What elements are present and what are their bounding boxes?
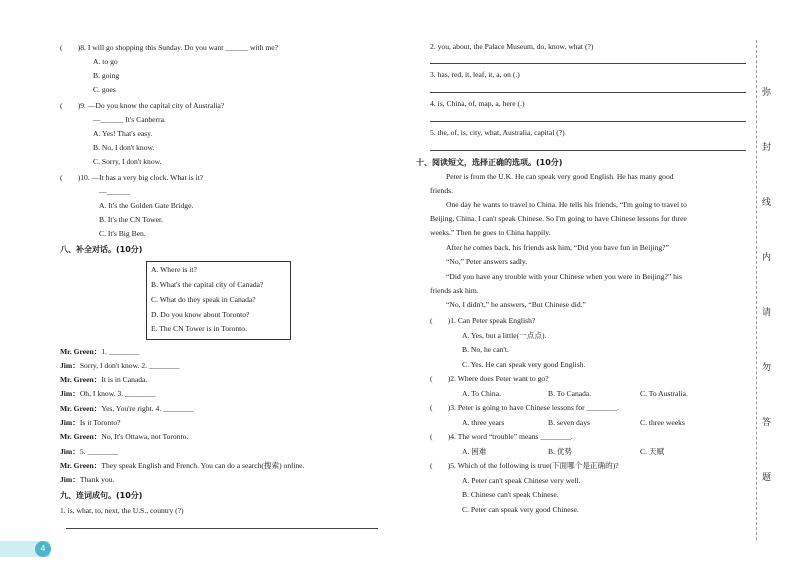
passage-line: “No, I didn't,” he answers, “But Chinese did.” (446, 300, 586, 309)
q10-line2: —______ (99, 187, 130, 196)
q8-option-b: B. going (93, 71, 120, 80)
section-10-heading: 十、阅读短文，选择正确的选项。(10分) (416, 158, 563, 167)
dialog-line-4 (60, 389, 155, 399)
q10-option-a: A. It's the Golden Gate Bridge. (99, 201, 194, 210)
dialog-line-6 (60, 418, 121, 428)
dialog-line-1 (60, 347, 139, 357)
q8-stem: ( )8. I will go shopping this Sunday. Do you want ______ with me? (60, 43, 279, 52)
dialog-speaker: Mr. Green： (60, 461, 102, 470)
rq2-option-a: A. To China. (462, 389, 501, 398)
dialog-line-2 (60, 361, 179, 371)
passage-line: Beijing, China. I can't speak Chinese. So I'm going to have Chinese lessons for three (430, 214, 687, 223)
dialog-line-10 (60, 475, 114, 485)
passage-line: friends ask him. (430, 286, 479, 295)
rq5-option-b: B. Chinese can't speak Chinese. (462, 490, 559, 499)
answer-line-2[interactable] (430, 63, 746, 64)
q9-option-c: C. Sorry, I don't know. (93, 157, 162, 166)
passage-line: friends. (430, 186, 453, 195)
seal-char: 请 (762, 308, 772, 318)
dialog-speaker: Jim： (60, 389, 80, 398)
rq1-option-b: B. No, he can't. (462, 345, 509, 354)
sentence-2-prompt: 2. you, about, the Palace Museum, do, know, what (?) (430, 42, 594, 51)
q9-option-b: B. No, I don't know. (93, 143, 155, 152)
box-option-c: C. What do they speak in Canada? (151, 295, 256, 304)
dialog-line-3 (60, 375, 147, 385)
seal-char: 答 (762, 418, 772, 428)
q9-line2: —______ It's Canberra. (93, 115, 166, 124)
passage-line: Peter is from the U.K. He can speak very good English. He has many good (446, 172, 674, 181)
rq4-option-c: C. 天赋 (640, 447, 665, 456)
dialog-speaker: Jim： (60, 361, 80, 370)
q9-stem: ( )9. —Do you know the capital city of Australia? (60, 101, 225, 110)
sentence-3-prompt: 3. has, red, it, leaf, it, a, on (.) (430, 70, 520, 79)
seal-char: 内 (762, 253, 772, 263)
q10-option-c: C. It's Big Ben. (99, 229, 146, 238)
seal-char: 线 (762, 198, 772, 208)
rq1-stem: ( )1. Can Peter speak English? (430, 316, 536, 325)
passage-line: “Did you have any trouble with your Chinese when you were in Beijing?” his (446, 272, 682, 281)
passage-line: “No,” Peter answers sadly. (446, 257, 528, 266)
q8-option-c: C. goes (93, 85, 116, 94)
sentence-4-prompt: 4. is, China, of, map, a, here (.) (430, 99, 525, 108)
dialog-text: 1. ________ (101, 347, 140, 356)
q10-stem: ( )10. —It has a very big clock. What is it? (60, 173, 204, 182)
dialog-line-5 (60, 404, 194, 414)
dialog-text: 5. ________ (79, 447, 118, 456)
box-option-d: D. Do you know about Toronto? (151, 310, 250, 319)
rq3-option-a: A. three years (462, 418, 505, 427)
dialog-text: Sorry, I don't know. 2. ________ (79, 361, 180, 370)
dialog-speaker: Jim： (60, 447, 80, 456)
rq2-stem: ( )2. Where does Peter want to go? (430, 374, 549, 383)
box-option-a: A. Where is it? (151, 265, 197, 274)
rq5-option-c: C. Peter can speak very good Chinese. (462, 505, 579, 514)
answer-line-3[interactable] (430, 92, 746, 93)
rq4-stem: ( )4. The word “trouble” means ________. (430, 432, 573, 441)
box-option-e: E. The CN Tower is in Toronto. (151, 324, 247, 333)
rq4-option-a: A. 困难 (462, 447, 487, 456)
sentence-1-prompt: 1. is, what, to, next, the U.S., country (?) (60, 506, 184, 515)
rq5-stem: ( )5. Which of the following is true(下面哪个是正确的)? (430, 461, 619, 470)
rq4-option-b: B. 优势 (548, 447, 573, 456)
rq2-option-b: B. To Canada. (548, 389, 592, 398)
rq1-option-a: A. Yes, but a little(一点点). (462, 331, 547, 340)
dialog-speaker: Mr. Green： (60, 347, 102, 356)
passage-line: After he comes back, his friends ask him, “Did you have fun in Beijing?” (446, 243, 669, 252)
dialog-line-7 (60, 432, 188, 442)
dialog-text: Yes, You're right. 4. ________ (101, 404, 194, 413)
rq2-option-c: C. To Australia. (640, 389, 688, 398)
dialog-text: Oh, I know. 3. ________ (79, 389, 156, 398)
seal-char: 封 (762, 143, 772, 153)
seal-char: 勿 (762, 363, 772, 373)
dialog-text: Thank you. (79, 475, 115, 484)
seal-dashed-line (756, 40, 757, 540)
answer-line-4[interactable] (430, 121, 746, 122)
passage-line: weeks.” Then he goes to China happily. (430, 228, 551, 237)
dialog-speaker: Mr. Green： (60, 375, 102, 384)
dialog-speaker: Mr. Green： (60, 404, 102, 413)
dialog-line-8 (60, 447, 118, 457)
page-number: 4 (35, 541, 51, 557)
dialog-text: They speak English and French. You can do a search(搜索) online. (101, 461, 305, 470)
q10-option-b: B. It's the CN Tower. (99, 215, 163, 224)
rq5-option-a: A. Peter can't speak Chinese very well. (462, 476, 581, 485)
dialog-text: Is it Toronto? (79, 418, 121, 427)
rq3-option-b: B. seven days (548, 418, 590, 427)
answer-line-5[interactable] (430, 150, 746, 151)
q9-option-a: A. Yes! That's easy. (93, 129, 153, 138)
section-8-heading: 八、补全对话。(10分) (60, 245, 143, 254)
seal-char: 弥 (762, 88, 772, 98)
dialog-line-9 (60, 461, 304, 471)
box-option-b: B. What's the capital city of Canada? (151, 280, 264, 289)
dialog-speaker: Jim： (60, 418, 80, 427)
q8-option-a: A. to go (93, 57, 118, 66)
dialog-text: It is in Canada. (101, 375, 148, 384)
dialog-speaker: Mr. Green： (60, 432, 102, 441)
dialog-speaker: Jim： (60, 475, 80, 484)
sentence-5-prompt: 5. the, of, is, city, what, Australia, capital (?) (430, 128, 565, 137)
answer-line-1[interactable] (66, 528, 378, 529)
passage-line: One day he wants to travel to China. He tells his friends, “I'm going to travel to (446, 200, 687, 209)
seal-char: 题 (762, 473, 772, 483)
section-9-heading: 九、连词成句。(10分) (60, 491, 143, 500)
rq3-option-c: C. three weeks (640, 418, 685, 427)
rq1-option-c: C. Yes. He can speak very good English. (462, 360, 586, 369)
rq3-stem: ( )3. Peter is going to have Chinese lessons for ________. (430, 403, 619, 412)
dialog-text: No, It's Ottawa, not Toronto. (101, 432, 189, 441)
